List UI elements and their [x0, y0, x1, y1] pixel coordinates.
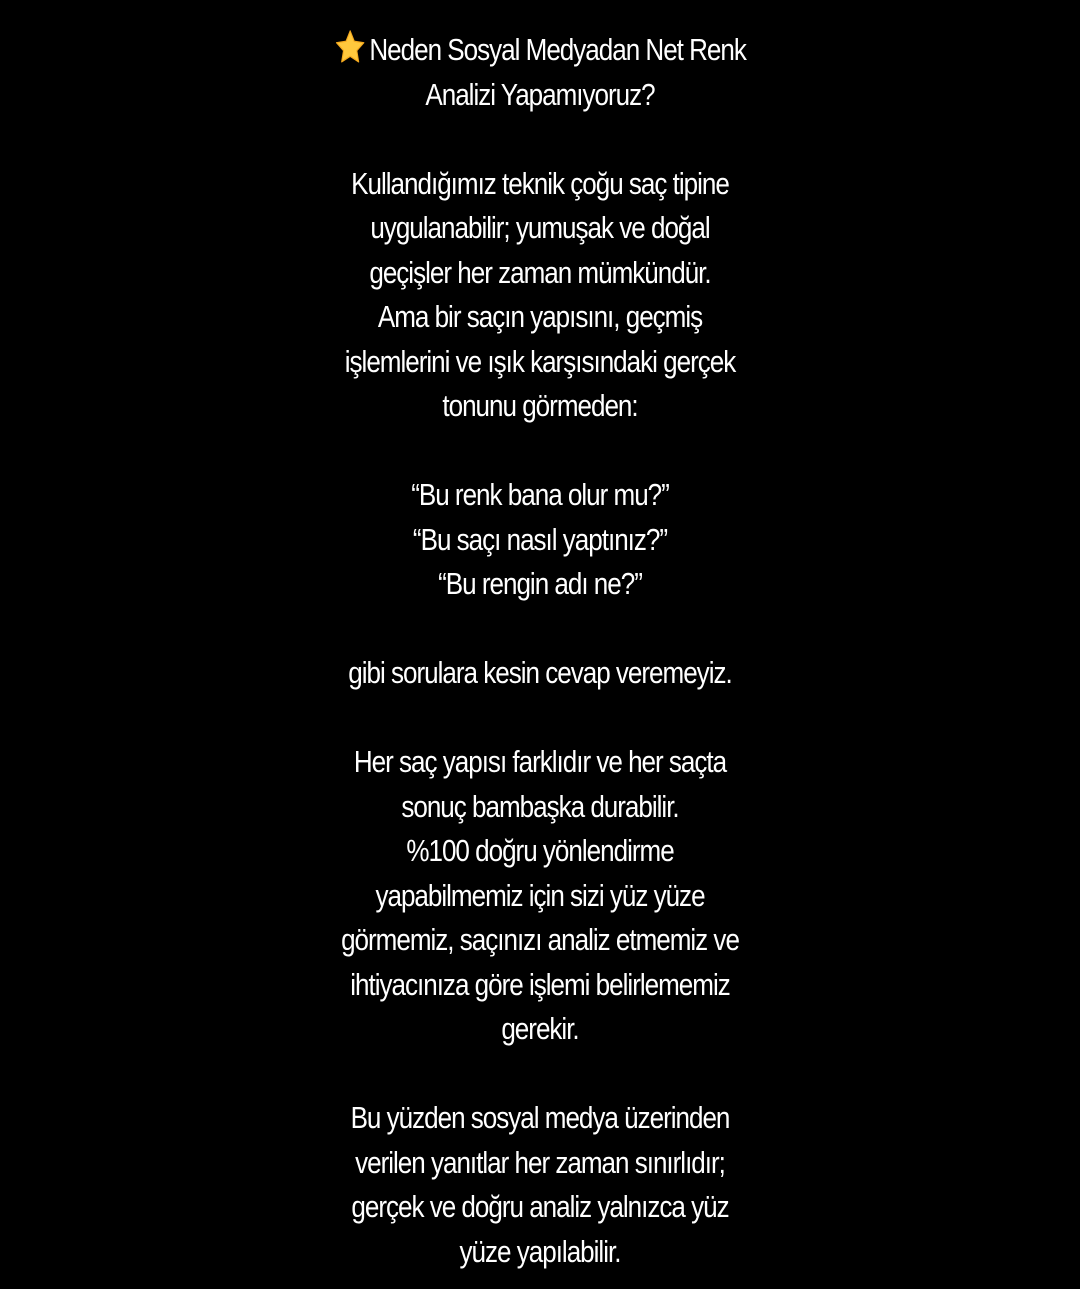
paragraph-line: sonuç bambaşka durabilir. [401, 788, 679, 824]
story-text [0, 28, 1080, 1274]
paragraph-line: yapabilmemiz için sizi yüz yüze [375, 877, 705, 913]
title-text-1: Neden Sosyal Medyadan Net Renk [369, 32, 746, 67]
paragraph-technique [305, 162, 775, 429]
paragraph-line: gerçek ve doğru analiz yalnızca yüz [351, 1189, 729, 1224]
paragraph-line: Bu yüzden sosyal medya üzerinden [350, 1100, 730, 1135]
paragraph-line: tonunu görmeden: [442, 388, 638, 423]
star-icon [334, 28, 366, 66]
paragraph-line: geçişler her zaman mümkündür. [369, 254, 711, 290]
paragraph-line: gerekir. [501, 1011, 579, 1046]
paragraph-hair-structure [305, 740, 775, 1052]
paragraph-line: işlemlerini ve ışık karşısındaki gerçek [344, 343, 736, 379]
paragraph-line: Ama bir saçın yapısını, geçmiş [377, 299, 703, 334]
title-line-2: Analizi Yapamıyoruz? [425, 76, 655, 112]
question-line: “Bu saçı nasıl yaptınız?” [412, 521, 668, 557]
paragraph-line: ihtiyacınıza göre işlemi belirlememiz [350, 966, 730, 1002]
paragraph-line: %100 doğru yönlendirme [406, 833, 674, 868]
paragraph-no-answer [305, 651, 775, 696]
questions-block [305, 473, 775, 607]
title-line-1 [305, 28, 775, 73]
paragraph-conclusion [305, 1096, 775, 1274]
story-title [305, 28, 775, 117]
paragraph-line: verilen yanıtlar her zaman sınırlıdır; [355, 1144, 725, 1180]
question-line: “Bu renk bana olur mu?” [411, 477, 669, 512]
paragraph-line: Her saç yapısı farklıdır ve her saçta [353, 744, 727, 779]
paragraph-line: yüze yapılabilir. [459, 1233, 621, 1269]
paragraph-line: uygulanabilir; yumuşak ve doğal [370, 210, 710, 245]
paragraph-line: gibi sorulara kesin cevap veremeyiz. [348, 655, 732, 690]
paragraph-line: görmemiz, saçınızı analiz etmemiz ve [341, 922, 739, 957]
question-line: “Bu rengin adı ne?” [438, 566, 642, 601]
paragraph-line: Kullandığımız teknik çoğu saç tipine [351, 165, 729, 201]
